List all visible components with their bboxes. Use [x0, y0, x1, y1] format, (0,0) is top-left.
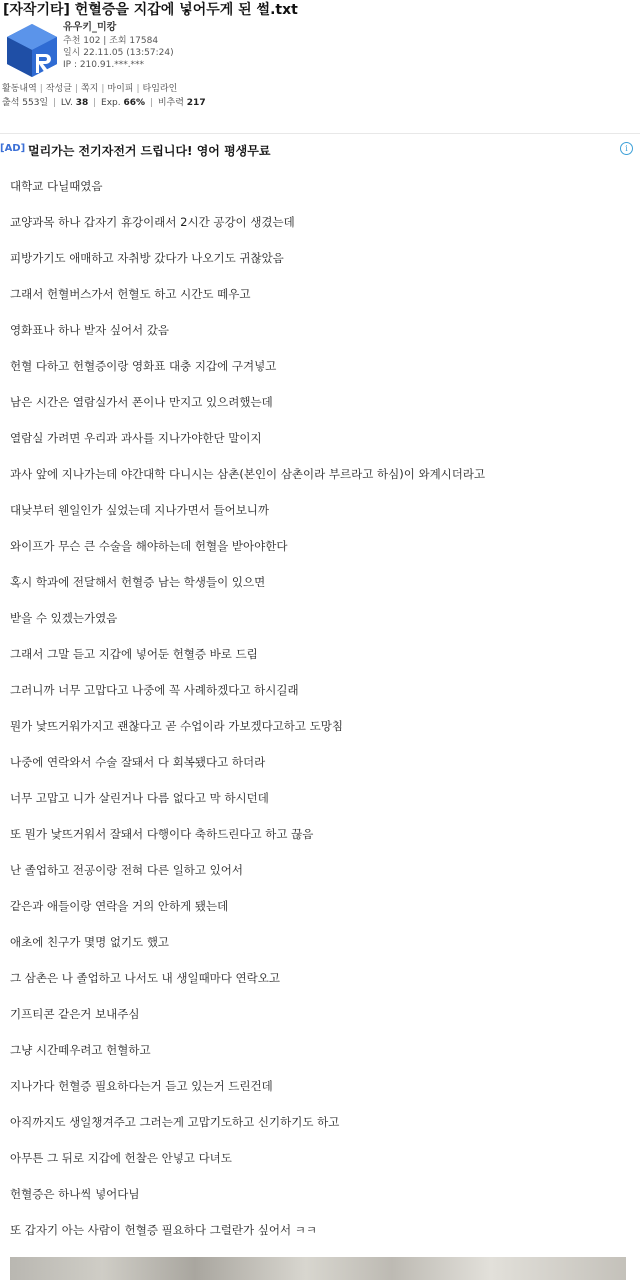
post-datetime: 일시 22.11.05 (13:57:24)	[63, 48, 174, 58]
separator: |	[39, 84, 43, 94]
body-line: 대낮부터 웬일인가 싶었는데 지나가면서 들어보니까	[10, 503, 270, 517]
body-line: 나중에 연락와서 수술 잘돼서 다 회복됐다고 하더라	[10, 755, 266, 769]
separator: |	[136, 84, 140, 94]
body-line: 같은과 애들이랑 연락을 거의 안하게 됐는데	[10, 899, 229, 913]
body-line: 애초에 친구가 몇명 없기도 했고	[10, 935, 170, 949]
body-line: 열람실 가려면 우리과 과사를 지나가야한단 말이지	[10, 431, 262, 445]
body-line: 또 갑자기 아는 사람이 헌혈증 필요하다 그럴란가 싶어서 ㅋㅋ	[10, 1223, 317, 1237]
body-line: 아무튼 그 뒤로 지갑에 헌찰은 안넣고 다녀도	[10, 1151, 232, 1165]
attendance: 출석 553일	[2, 98, 49, 108]
body-line: 대학교 다닐때였음	[10, 179, 103, 193]
link-mypi[interactable]: 마이피	[107, 84, 134, 94]
avatar[interactable]	[5, 22, 59, 78]
body-line: 그 삼촌은 나 졸업하고 나서도 내 생일때마다 연락오고	[10, 971, 280, 985]
body-line: 와이프가 무슨 큰 수술을 해야하는데 헌혈을 받아야한다	[10, 539, 288, 553]
exp-label: Exp.	[101, 98, 121, 108]
body-line: 남은 시간은 열람실가서 폰이나 만지고 있으려했는데	[10, 395, 273, 409]
body-line: 그래서 헌혈버스가서 헌혈도 하고 시간도 떼우고	[10, 287, 251, 301]
ratio-label: 비추력	[157, 98, 184, 108]
link-posts[interactable]: 작성글	[45, 84, 72, 94]
divider	[0, 133, 640, 134]
author-stats	[2, 97, 206, 109]
body-line: 그냥 시간떼우려고 헌혈하고	[10, 1043, 151, 1057]
separator: |	[149, 98, 153, 108]
body-line: 아직까지도 생일챙겨주고 그러는게 고맙기도하고 신기하기도 하고	[10, 1115, 340, 1129]
recommend-views: 추천 102 | 조회 17584	[63, 36, 159, 46]
ad-banner[interactable]	[0, 142, 640, 160]
body-line: 너무 고맙고 니가 살린거나 다름 없다고 막 하시던데	[10, 791, 269, 805]
ad-tag: [AD]	[0, 143, 26, 154]
body-line: 그래서 그말 듣고 지갑에 넣어둔 헌혈증 바로 드림	[10, 647, 258, 661]
ad-text[interactable]: 멀리가는 전기자전거 드립니다! 영어 평생무료	[28, 144, 271, 158]
body-line: 혹시 학과에 전달해서 헌혈증 남는 학생들이 있으면	[10, 575, 266, 589]
author-profile	[3, 21, 633, 81]
separator: |	[93, 98, 97, 108]
profile-links	[2, 83, 177, 95]
link-activity[interactable]: 활동내역	[2, 84, 37, 94]
body-line: 또 뭔가 낯뜨거워서 잘돼서 다행이다 축하드린다고 하고 끊음	[10, 827, 314, 841]
body-line: 뭔가 낯뜨거워가지고 괜찮다고 곧 수업이라 가보겠다고하고 도망침	[10, 719, 343, 733]
level-value: 38	[75, 98, 89, 108]
link-timeline[interactable]: 타임라인	[142, 84, 178, 94]
body-line: 기프티콘 같은거 보내주심	[10, 1007, 140, 1021]
author-meta	[63, 21, 174, 71]
blue-cube-r-logo-icon	[5, 22, 59, 78]
post-body	[10, 176, 630, 1256]
level-label: LV.	[60, 98, 73, 108]
body-line: 과사 앞에 지나가는데 야간대학 다니시는 삼촌(본인이 삼촌이라 부르라고 하심)이 와계시더라고	[10, 467, 486, 481]
body-line: 교양과목 하나 갑자기 휴강이래서 2시간 공강이 생겼는데	[10, 215, 295, 229]
separator: |	[53, 98, 57, 108]
separator: |	[101, 84, 105, 94]
body-line: 헌혈 다하고 헌혈증이랑 영화표 대충 지갑에 구겨넣고	[10, 359, 277, 373]
link-message[interactable]: 쪽지	[80, 84, 99, 94]
ratio-value: 217	[186, 98, 206, 108]
author-ip: IP : 210.91.***.***	[63, 60, 145, 70]
post-image	[10, 1257, 626, 1280]
body-line: 그러니까 너무 고맙다고 나중에 꼭 사례하겠다고 하시길래	[10, 683, 299, 697]
exp-value: 66%	[123, 98, 146, 108]
body-line: 받을 수 있겠는가였음	[10, 611, 118, 625]
body-line: 지나가다 헌혈증 필요하다는거 듣고 있는거 드린건데	[10, 1079, 273, 1093]
author-nickname[interactable]: 유우키_미캉	[63, 22, 117, 33]
separator: |	[74, 84, 78, 94]
body-line: 피방가기도 애매하고 자취방 갔다가 나오기도 귀찮았음	[10, 251, 284, 265]
body-line: 난 졸업하고 전공이랑 전혀 다른 일하고 있어서	[10, 863, 244, 877]
body-line: 영화표나 하나 받자 싶어서 갔음	[10, 323, 170, 337]
ad-info-icon[interactable]: i	[620, 142, 633, 155]
body-line: 헌혈증은 하나씩 넣어다님	[10, 1187, 140, 1201]
post-title: [자작기타] 헌혈증을 지갑에 넣어두게 된 썰.txt	[3, 2, 298, 18]
